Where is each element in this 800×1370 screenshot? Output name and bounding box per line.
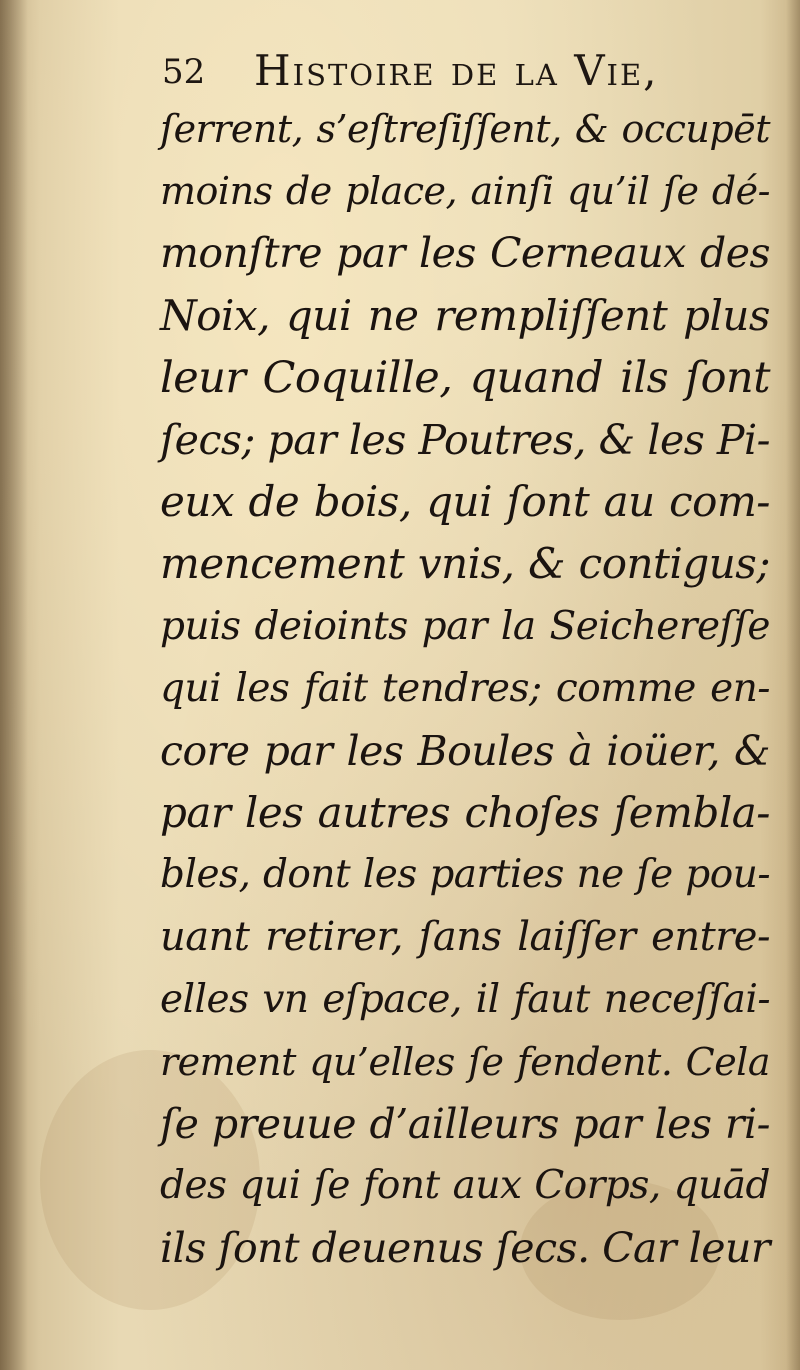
text-line: des qui ſe font aux Corps, quād: [160, 1163, 770, 1209]
text-line: ils ſont deuenus ſecs. Car leur: [160, 1224, 770, 1273]
text-line: eux de bois, qui ſont au com-: [160, 477, 770, 527]
text-line: ſecs; par les Poutres, & les Pi-: [160, 415, 770, 464]
text-line: core par les Boules à ioüer, &: [160, 726, 770, 775]
page-header: [162, 42, 722, 102]
text-line: uant retirer, ſans laiſſer entre-: [160, 914, 770, 961]
page-gutter-shadow: [0, 0, 28, 1370]
text-line: elles vn eſpace, il faut neceſſai-: [160, 976, 770, 1022]
text-line: ſe preuue d’ailleurs par les ri-: [160, 1100, 770, 1148]
text-line: moins de place, ainſi qu’il ſe dé-: [160, 169, 770, 214]
text-line: ſerrent, s’eſtreſiſſent, & occupēt: [160, 107, 770, 151]
text-line: puis deioints par la Seichereſſe: [160, 603, 770, 649]
text-line: Noix, qui ne rempliſſent plus: [160, 290, 770, 340]
text-line: mencement vnis, & contigus;: [160, 539, 770, 589]
page-number: 52: [162, 52, 206, 92]
text-line: par les autres choſes ſembla-: [160, 788, 770, 838]
text-line: leur Coquille, quand ils ſont: [160, 352, 770, 403]
text-line: monſtre par les Cerneaux des: [160, 229, 770, 278]
running-title: Histoire de la Vie,: [254, 46, 659, 95]
text-line: qui les fait tendres; comme en-: [160, 665, 770, 711]
text-line: bles, dont les parties ne ſe pou-: [160, 852, 770, 898]
text-line: rement qu’elles ſe fendent. Cela: [160, 1039, 770, 1084]
body-text: [160, 98, 770, 1280]
page-edge-shadow: [786, 0, 800, 1370]
